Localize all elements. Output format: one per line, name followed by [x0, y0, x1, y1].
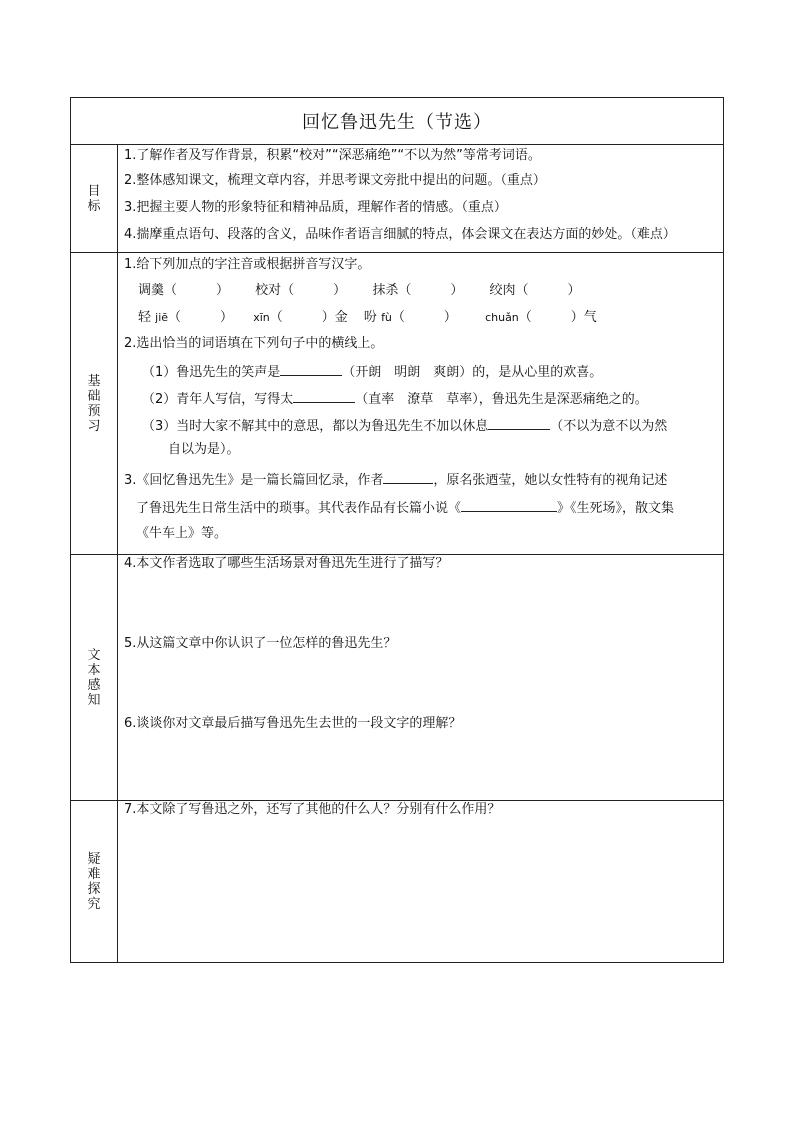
q1-pinyin: jiē [155, 311, 169, 324]
q2-s2-pre: （2）青年人写信，写得太 [142, 392, 294, 407]
q1-word: 绞肉（ ） [489, 283, 581, 298]
preview-section [71, 253, 723, 555]
perception-label: 文本感知 [87, 647, 101, 708]
q7-prompt: 7.本文除了写鲁迅之外，还写了其他的什么人？分别有什么作用？ [124, 802, 501, 817]
q3-line-3: 《牛车上》等。 [136, 526, 228, 541]
q2-sentence-2 [142, 388, 648, 409]
q3-line-2 [136, 497, 674, 518]
q1-row2 [138, 309, 597, 327]
goal-item: 4.揣摩重点语句、段落的含义，品味作者语言细腻的特点，体会课文在表达方面的妙处。（难点） [124, 227, 676, 242]
q1-pinyin: xīn [253, 311, 270, 324]
q1-paren: （ ） [391, 310, 457, 325]
q1-char: 吩 [363, 310, 377, 325]
q2-sentence-1 [142, 361, 602, 382]
q1-char: 轻 [138, 310, 152, 325]
q1-paren: （ ）气 [518, 310, 597, 325]
q2-s2-post: （直率 潦草 草率），鲁迅先生是深恶痛绝之的。 [355, 392, 648, 407]
answer-blank[interactable] [461, 497, 557, 512]
answer-blank[interactable] [383, 469, 433, 484]
q1-paren: （ ）金 [269, 310, 348, 325]
q2-prompt: 2.选出恰当的词语填在下列句子中的横线上。 [124, 336, 384, 351]
q1-word: 调羹（ ） [138, 283, 230, 298]
perception-content [118, 555, 723, 800]
q1-word: 抹杀（ ） [372, 283, 464, 298]
goal-item: 2.整体感知课文，梳理文章内容，并思考课文旁批中提出的问题。（重点） [124, 173, 546, 188]
preview-label-cell [71, 253, 118, 554]
q5-prompt: 5.从这篇文章中你认识了一位怎样的鲁迅先生？ [124, 636, 397, 651]
goal-item: 3.把握主要人物的形象特征和精神品质，理解作者的情感。（重点） [124, 200, 507, 215]
goals-section [71, 145, 723, 253]
q1-paren: （ ） [168, 310, 234, 325]
q2-s1-post: （开朗 明朗 爽朗）的，是从心里的欢喜。 [342, 365, 603, 380]
q2-sentence-3 [142, 415, 667, 436]
q1-row1 [138, 282, 580, 300]
preview-content [118, 253, 723, 554]
goal-item: 1.了解作者及写作背景，积累“校对”“深恶痛绝”“不以为然”等常考词语。 [124, 148, 541, 163]
perception-label-cell [71, 555, 118, 800]
perception-section [71, 555, 723, 801]
q1-prompt: 1.给下列加点的字注音或根据拼音写汉字。 [124, 257, 371, 272]
inquiry-section [71, 801, 723, 962]
q2-s3-continued: 自以为是）。 [168, 442, 240, 457]
answer-blank[interactable] [280, 361, 342, 376]
inquiry-label: 疑难探究 [87, 851, 101, 912]
q2-s3-pre: （3）当时大家不解其中的意思，都以为鲁迅先生不加以休息 [142, 419, 489, 434]
q3-l1-pre: 3.《回忆鲁迅先生》是一篇长篇回忆录，作者 [124, 473, 384, 488]
goals-label-cell [71, 145, 118, 252]
q1-pinyin: fù [381, 311, 392, 324]
q1-pinyin: chuǎn [485, 311, 519, 324]
worksheet-title: 回忆鲁迅先生（节选） [71, 98, 723, 145]
answer-blank[interactable] [488, 415, 550, 430]
inquiry-label-cell [71, 801, 118, 962]
q3-l2-post: 》《生死场》，散文集 [557, 501, 675, 516]
q1-word: 校对（ ） [255, 283, 347, 298]
worksheet-table [70, 97, 724, 963]
q6-prompt: 6.谈谈你对文章最后描写鲁迅先生去世的一段文字的理解？ [124, 716, 462, 731]
q3-l1-post: ，原名张迺莹，她以女性特有的视角记述 [433, 473, 668, 488]
q2-s1-pre: （1）鲁迅先生的笑声是 [142, 365, 281, 380]
q3-l2-pre: 了鲁迅先生日常生活中的琐事。其代表作品有长篇小说《 [136, 501, 462, 516]
inquiry-content [118, 801, 723, 962]
q4-prompt: 4.本文作者选取了哪些生活场景对鲁迅先生进行了描写？ [124, 556, 449, 571]
goals-content [118, 145, 723, 252]
goals-label: 目标 [87, 183, 101, 214]
answer-blank[interactable] [293, 388, 355, 403]
q3-line-1 [124, 469, 667, 490]
q2-s3-post: （不以为意不以为然 [550, 419, 668, 434]
preview-label: 基础预习 [87, 373, 101, 434]
